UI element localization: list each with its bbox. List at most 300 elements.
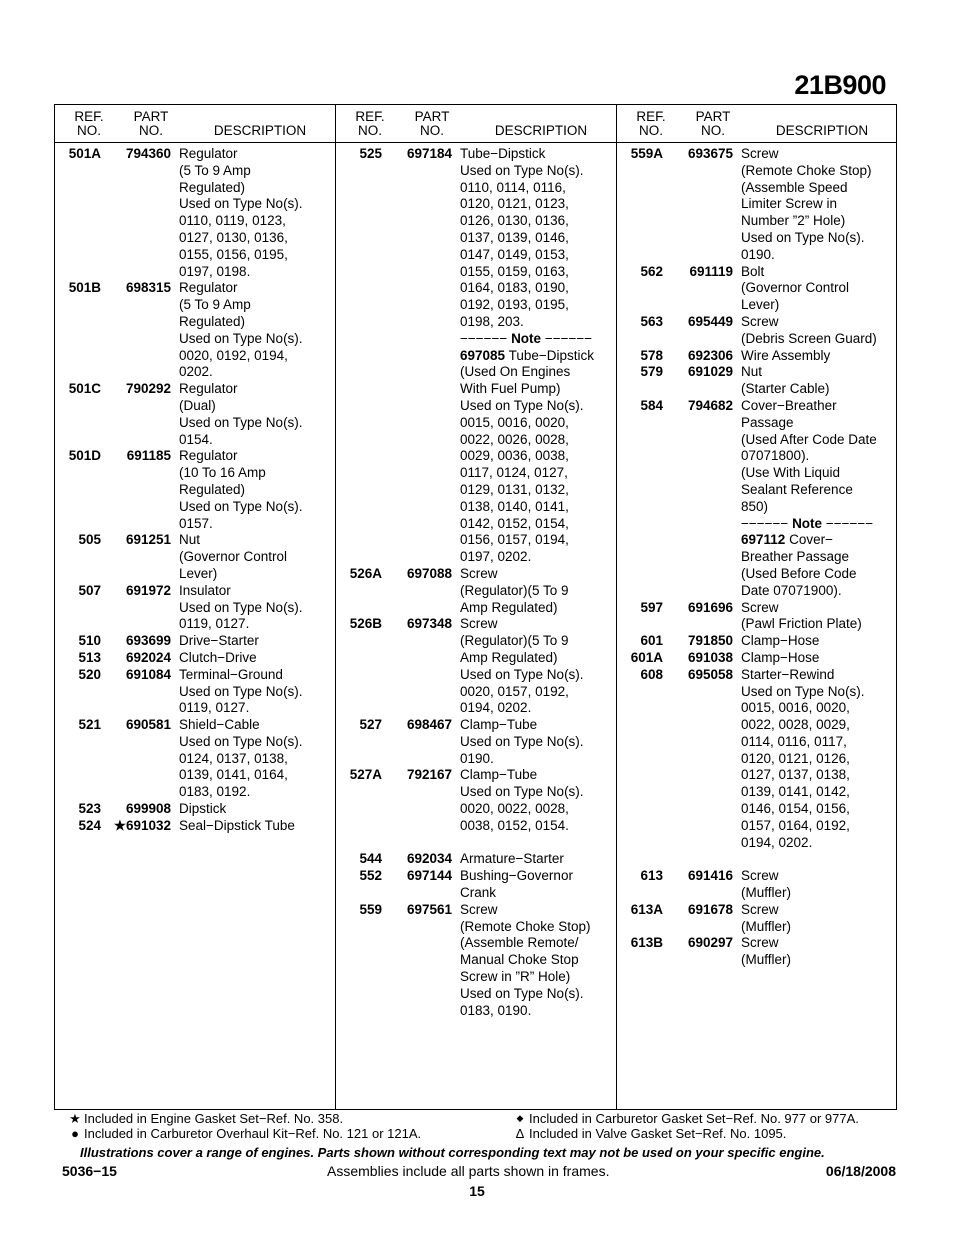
part-number (663, 280, 733, 297)
part-description: 0120, 0121, 0123, (460, 196, 569, 212)
ref-number (336, 801, 382, 818)
part-number (101, 432, 171, 449)
table-row (617, 348, 897, 365)
legend-left (66, 1111, 421, 1141)
part-description: 0119, 0127. (179, 700, 250, 716)
ref-number (336, 499, 382, 516)
part-number (382, 230, 452, 247)
ref-number (336, 734, 382, 751)
table-row (336, 465, 616, 482)
part-description: Used on Type No(s). (179, 733, 303, 749)
table-row (55, 532, 335, 549)
ref-number (336, 230, 382, 247)
part-description: 0129, 0131, 0132, (460, 481, 569, 497)
part-description: 0146, 0154, 0156, (741, 801, 850, 817)
part-description: (Remote Choke Stop) (460, 918, 591, 934)
ref-number (55, 482, 101, 499)
table-row (55, 465, 335, 482)
ref-number (55, 314, 101, 331)
part-number (382, 885, 452, 902)
ref-number (55, 499, 101, 516)
ref-number (55, 784, 101, 801)
part-number (382, 482, 452, 499)
part-description: Used on Type No(s). (460, 162, 584, 178)
part-number (663, 549, 733, 566)
part-number (101, 230, 171, 247)
part-description: Screw (741, 901, 779, 917)
parts-table (54, 104, 897, 1110)
part-number: 693675 (687, 146, 733, 161)
header-ref-no: REF. NO. (636, 109, 666, 138)
legend-dot-text: Included in Carburetor Overhaul Kit−Ref. No. 121 or 121A. (84, 1126, 422, 1141)
part-number (101, 767, 171, 784)
part-number: 697184 (406, 146, 452, 161)
part-description: 0138, 0140, 0141, (460, 498, 569, 514)
part-number: 691416 (687, 868, 733, 884)
part-number (663, 700, 733, 717)
part-description: 0155, 0156, 0195, (179, 246, 288, 262)
table-row (55, 432, 335, 449)
table-row (336, 532, 616, 549)
ref-number (55, 751, 101, 768)
part-description: Breather Passage (741, 549, 850, 565)
part-number (382, 297, 452, 314)
part-number: 697561 (406, 901, 452, 917)
part-number (382, 919, 452, 936)
part-number (382, 280, 452, 297)
table-row (336, 264, 616, 281)
ref-number (617, 818, 663, 835)
part-description: (Remote Choke Stop) (741, 162, 872, 178)
ref-number (336, 247, 382, 264)
part-number (101, 398, 171, 415)
part-description: (Muffler) (741, 918, 792, 934)
header-part-no: PART NO. (695, 109, 731, 138)
part-number (382, 398, 452, 415)
part-number (663, 952, 733, 969)
table-row (617, 818, 897, 835)
table-row (617, 600, 897, 617)
ref-number (55, 549, 101, 566)
ref-number (617, 499, 663, 516)
ref-number: 527 (359, 717, 382, 733)
table-row (336, 415, 616, 432)
ref-number (336, 885, 382, 902)
part-description: (5 To 9 Amp (179, 162, 251, 178)
part-number (382, 818, 452, 835)
part-description: (Starter Cable) (741, 381, 830, 397)
ref-number (617, 532, 663, 549)
part-description: (Muffler) (741, 952, 792, 968)
part-description: 0127, 0130, 0136, (179, 229, 288, 245)
ref-number (55, 684, 101, 701)
ref-number (336, 818, 382, 835)
table-row (617, 146, 897, 163)
table-row (617, 314, 897, 331)
part-description: Clutch−Drive (179, 649, 257, 665)
table-row (336, 348, 616, 365)
table-row (336, 297, 616, 314)
table-row (617, 415, 897, 432)
ref-number (55, 247, 101, 264)
table-row (55, 616, 335, 633)
part-number (101, 465, 171, 482)
table-row (336, 499, 616, 516)
table-row (336, 650, 616, 667)
part-description: Bushing−Governor (460, 868, 573, 884)
ref-number: 524 (78, 817, 101, 833)
part-number (663, 448, 733, 465)
part-number (382, 986, 452, 1003)
table-row (336, 516, 616, 533)
part-number (101, 499, 171, 516)
part-description: 0198, 203. (460, 313, 524, 329)
part-number (382, 700, 452, 717)
part-number: 691972 (125, 582, 171, 598)
part-description: 0192, 0193, 0195, (460, 297, 569, 313)
part-number (101, 734, 171, 751)
legend-delta-text: Included in Valve Gasket Set−Ref. No. 1095. (529, 1126, 787, 1141)
part-description: 0139, 0141, 0164, (179, 767, 288, 783)
part-description: (Assemble Speed (741, 179, 848, 195)
part-number: 790292 (125, 381, 171, 397)
ref-number (617, 801, 663, 818)
ref-number (617, 734, 663, 751)
part-number (382, 465, 452, 482)
ref-number (55, 398, 101, 415)
doc-number: 5036−15 (62, 1163, 117, 1179)
ref-number (336, 583, 382, 600)
ref-number: 501B (68, 280, 101, 296)
part-description: Regulator (179, 146, 238, 161)
part-number (101, 196, 171, 213)
part-description: 0156, 0157, 0194, (460, 532, 569, 548)
table-row (617, 247, 897, 264)
ref-number (336, 700, 382, 717)
table-row (617, 734, 897, 751)
part-number: 794682 (687, 397, 733, 413)
part-number (663, 851, 733, 868)
ref-number (336, 549, 382, 566)
table-row (55, 163, 335, 180)
table-row (336, 767, 616, 784)
part-number (663, 919, 733, 936)
ref-number (55, 465, 101, 482)
part-description: −−−−−− Note −−−−−− (460, 330, 593, 346)
ref-number: 613A (630, 901, 663, 917)
table-row (55, 247, 335, 264)
part-number: ★691032 (113, 817, 171, 833)
part-description: 0015, 0016, 0020, (460, 414, 569, 430)
table-row (336, 196, 616, 213)
ref-number (336, 633, 382, 650)
part-description: Screw in ”R” Hole) (460, 969, 571, 985)
table-row (617, 801, 897, 818)
table-row (336, 549, 616, 566)
part-description: Amp Regulated) (460, 599, 558, 615)
part-description: (Muffler) (741, 885, 792, 901)
table-row (617, 616, 897, 633)
ref-number (336, 348, 382, 365)
table-row (617, 751, 897, 768)
part-number: 697144 (406, 868, 452, 884)
part-description: Limiter Screw in (741, 196, 838, 212)
part-description: (Assemble Remote/ (460, 935, 579, 951)
part-description: Sealant Reference (741, 481, 853, 497)
part-number (663, 684, 733, 701)
table-row (55, 566, 335, 583)
part-description: Passage (741, 414, 794, 430)
table-row (617, 213, 897, 230)
table-row (336, 919, 616, 936)
ref-number (55, 616, 101, 633)
ref-number (617, 700, 663, 717)
part-number (382, 415, 452, 432)
ref-number (336, 180, 382, 197)
part-description: Nut (741, 364, 763, 380)
ref-number (617, 180, 663, 197)
table-row (55, 381, 335, 398)
part-description: 0110, 0119, 0123, (179, 213, 286, 229)
ref-number (55, 566, 101, 583)
ref-number (336, 751, 382, 768)
part-number (382, 835, 452, 852)
table-row (617, 885, 897, 902)
ref-number: 526B (349, 616, 382, 632)
part-description: Used on Type No(s). (460, 784, 584, 800)
part-number (382, 650, 452, 667)
part-number (382, 633, 452, 650)
table-row (336, 868, 616, 885)
part-description: Screw (741, 868, 779, 884)
part-description: Wire Assembly (741, 347, 831, 363)
ref-number: 552 (359, 868, 382, 884)
table-row (617, 633, 897, 650)
part-description: (10 To 16 Amp (179, 465, 266, 481)
ref-number (55, 600, 101, 617)
ref-number (336, 969, 382, 986)
part-description: (Use With Liquid (741, 465, 841, 481)
header-part-no: PART NO. (133, 109, 169, 138)
ref-number (336, 667, 382, 684)
ref-number (617, 163, 663, 180)
part-description (733, 851, 897, 868)
table-row (617, 935, 897, 952)
part-description: Bolt (741, 263, 765, 279)
part-description: Number ”2” Hole) (741, 213, 846, 229)
part-number (382, 163, 452, 180)
ref-number (55, 163, 101, 180)
ref-number (55, 364, 101, 381)
part-number (382, 952, 452, 969)
table-row (55, 180, 335, 197)
part-description: Used on Type No(s). (741, 229, 865, 245)
ref-number: 505 (78, 532, 101, 548)
part-description: Regulator (179, 381, 238, 397)
ref-number (617, 616, 663, 633)
ref-number (55, 415, 101, 432)
part-number (382, 516, 452, 533)
table-row (336, 381, 616, 398)
ref-number (336, 314, 382, 331)
part-description: Screw (460, 565, 498, 581)
part-number: 691678 (687, 901, 733, 917)
table-row (55, 784, 335, 801)
ref-number (336, 415, 382, 432)
table-row (55, 700, 335, 717)
part-number: 698467 (406, 717, 452, 733)
part-description: (Governor Control (741, 280, 850, 296)
part-description: 0157, 0164, 0192, (741, 817, 850, 833)
part-description: 0197, 0198. (179, 263, 251, 279)
ref-number: 501D (68, 448, 101, 464)
ref-number (617, 280, 663, 297)
table-row (336, 734, 616, 751)
part-description: 0029, 0036, 0038, (460, 448, 569, 464)
table-row (55, 482, 335, 499)
ref-number (617, 381, 663, 398)
part-number (382, 935, 452, 952)
table-row (336, 667, 616, 684)
part-description: Screw (741, 313, 779, 329)
part-number (101, 180, 171, 197)
table-row (336, 398, 616, 415)
part-number (382, 348, 452, 365)
table-row (55, 751, 335, 768)
part-description: Used on Type No(s). (741, 683, 865, 699)
part-number: 697348 (406, 616, 452, 632)
table-row (336, 247, 616, 264)
table-row (336, 885, 616, 902)
part-description: Screw (741, 935, 779, 951)
table-row (336, 684, 616, 701)
part-description: Regulated) (179, 481, 246, 497)
part-number (101, 751, 171, 768)
part-number (101, 415, 171, 432)
ref-number (617, 952, 663, 969)
part-number: 693699 (125, 633, 171, 649)
ref-number (617, 432, 663, 449)
ref-number (617, 919, 663, 936)
ref-number (617, 549, 663, 566)
part-description: Date 07071900). (741, 582, 842, 598)
part-number (663, 532, 733, 549)
table-row (336, 146, 616, 163)
table-row (617, 583, 897, 600)
table-row (55, 415, 335, 432)
part-number (382, 499, 452, 516)
part-number: 692024 (125, 649, 171, 665)
illustrations-note: Illustrations cover a range of engines. Parts shown without corresponding text may not be used on your specific engine. (80, 1145, 825, 1160)
part-description: 0038, 0152, 0154. (460, 817, 569, 833)
part-number (382, 364, 452, 381)
table-row (617, 448, 897, 465)
header-ref-no: REF. NO. (74, 109, 104, 138)
part-number: 691185 (126, 448, 171, 464)
part-number (382, 532, 452, 549)
table-row (55, 314, 335, 331)
part-description: (Used After Code Date (741, 431, 877, 447)
table-row (617, 650, 897, 667)
ref-number (336, 331, 382, 348)
table-row (55, 499, 335, 516)
part-number (663, 818, 733, 835)
part-description: 697085 Tube−Dipstick (460, 347, 594, 363)
part-description: Tube−Dipstick (460, 146, 546, 161)
ref-number (336, 482, 382, 499)
part-number (663, 566, 733, 583)
table-row (336, 801, 616, 818)
table-row (336, 482, 616, 499)
table-row (336, 364, 616, 381)
ref-number (336, 532, 382, 549)
part-number (382, 734, 452, 751)
table-row (55, 230, 335, 247)
part-description: Clamp−Tube (460, 717, 538, 733)
table-row (336, 784, 616, 801)
table-row (336, 432, 616, 449)
table-row (617, 667, 897, 684)
part-number (663, 230, 733, 247)
part-number (101, 364, 171, 381)
table-row (617, 398, 897, 415)
ref-number (617, 851, 663, 868)
ref-number (617, 247, 663, 264)
part-number (382, 801, 452, 818)
part-description: (Used On Engines (460, 364, 571, 380)
part-description: 0142, 0152, 0154, (460, 515, 569, 531)
ref-number (55, 264, 101, 281)
ref-number: 559 (359, 901, 382, 917)
table-row (336, 163, 616, 180)
part-number (101, 566, 171, 583)
assemblies-note: Assemblies include all parts shown in frames. (327, 1163, 610, 1179)
table-row (55, 297, 335, 314)
table-row (55, 650, 335, 667)
ref-number (336, 650, 382, 667)
part-description: 0110, 0114, 0116, (460, 179, 566, 195)
ref-number (336, 465, 382, 482)
part-number: 691084 (125, 666, 171, 682)
part-number (382, 751, 452, 768)
table-row (617, 499, 897, 516)
ref-number (617, 196, 663, 213)
ref-number (336, 213, 382, 230)
table-row (55, 549, 335, 566)
table-row (55, 734, 335, 751)
part-number (101, 684, 171, 701)
ref-number (617, 784, 663, 801)
ref-number: 613B (630, 935, 663, 951)
table-row (617, 952, 897, 969)
ref-number (617, 516, 663, 533)
part-number (382, 331, 452, 348)
ref-number (336, 952, 382, 969)
dot-symbol: ● (71, 1126, 79, 1141)
table-row (55, 667, 335, 684)
table-row (617, 516, 897, 533)
table-row (336, 835, 616, 852)
part-number: 695449 (687, 313, 733, 329)
diamond-symbol: ◆ (516, 1113, 524, 1123)
ref-number (336, 264, 382, 281)
table-row (617, 566, 897, 583)
part-description: 0015, 0016, 0020, (741, 700, 850, 716)
part-number: 698315 (125, 280, 171, 296)
part-number (663, 885, 733, 902)
part-number (663, 734, 733, 751)
part-description: 0157. (179, 515, 213, 531)
